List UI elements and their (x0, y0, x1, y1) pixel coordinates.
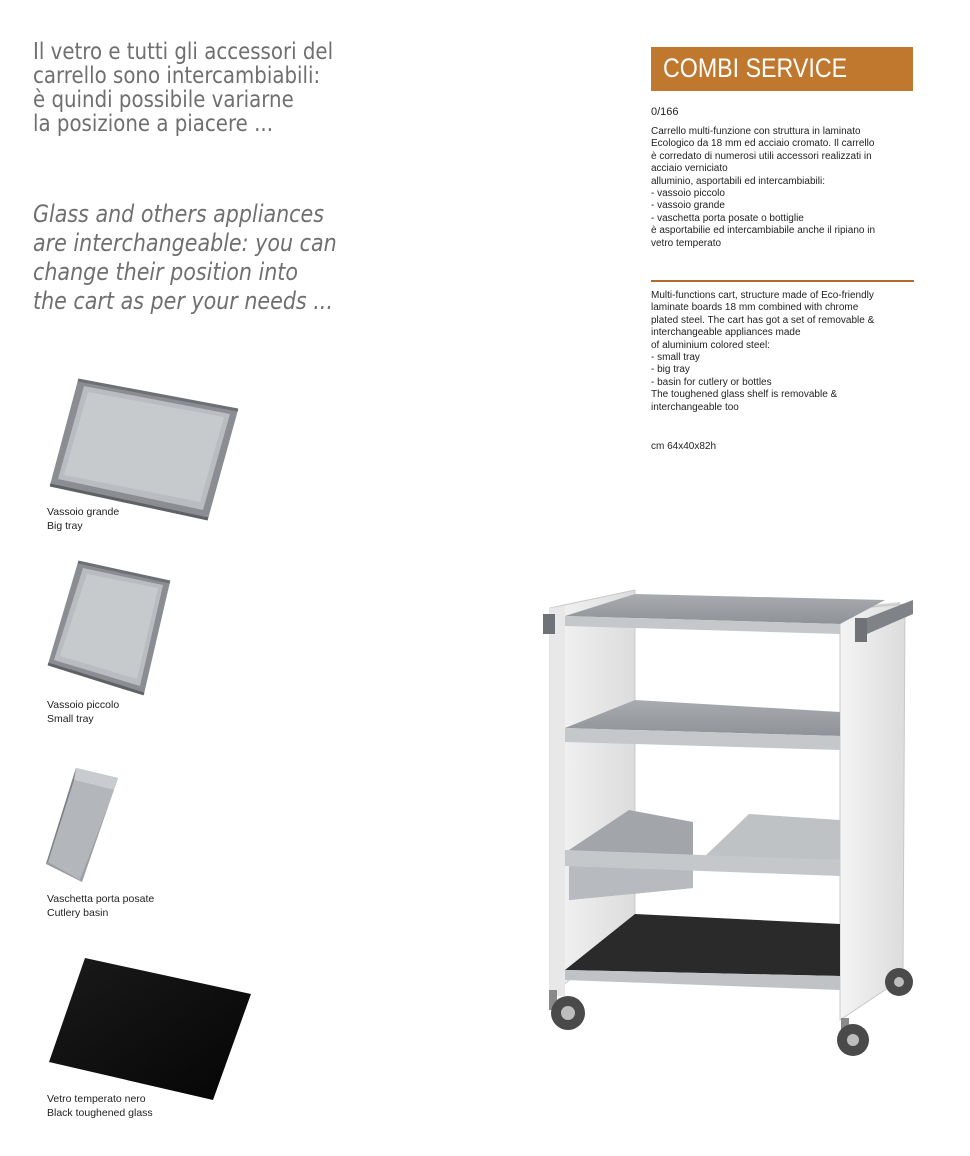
headline-line: è quindi possibile variarne (33, 87, 294, 113)
section-divider (651, 280, 914, 282)
product-title-bar (651, 47, 913, 91)
description-line: Carrello multi-funzione con struttura in laminato (651, 126, 861, 137)
headline-line: Il vetro e tutti gli accessori del (33, 39, 334, 65)
description-italian (651, 126, 916, 250)
wheel-back-right (885, 968, 913, 996)
wheel-front-left (549, 990, 585, 1030)
headline-english (33, 200, 337, 316)
product-title: COMBI SERVICE (663, 53, 848, 83)
caption-black-glass (47, 1092, 153, 1120)
service-cart-image (535, 578, 920, 1063)
big-tray-image (40, 372, 250, 522)
description-english (651, 290, 916, 414)
headline-line: change their position into (33, 258, 299, 286)
description-line: - big tray (651, 364, 690, 376)
wheel-front-right (837, 1018, 869, 1056)
caption-english: Big tray (47, 520, 83, 532)
cutlery-basin-image (42, 764, 122, 884)
caption-italian: Vassoio grande (47, 506, 120, 518)
description-line: acciaio verniciato (651, 163, 728, 175)
caption-english: Cutlery basin (47, 907, 109, 919)
description-line: - vassoio piccolo (651, 188, 725, 200)
caption-english: Small tray (47, 713, 94, 725)
description-line: - vaschetta porta posate o bottiglie (651, 212, 804, 224)
caption-cutlery-basin (47, 892, 154, 920)
description-line: Ecologico da 18 mm ed acciaio cromato. Il carrello (651, 138, 875, 150)
black-glass-image (45, 954, 255, 1104)
caption-italian: Vassoio piccolo (47, 699, 120, 711)
description-line: è corredato di numerosi utili accessori realizzati in (651, 150, 872, 162)
caption-english: Black toughened glass (47, 1107, 153, 1119)
description-line: - basin for cutlery or bottles (651, 376, 772, 388)
caption-small-tray (47, 698, 119, 726)
description-line: plated steel. The cart has got a set of removable & (651, 314, 875, 326)
headline-line: the cart as per your needs ... (33, 287, 333, 315)
description-line: laminate boards 18 mm combined with chrome (651, 302, 859, 314)
product-code: 0/166 (651, 106, 679, 118)
description-line: - vassoio grande (651, 200, 725, 212)
description-line: interchangeable too (651, 401, 739, 413)
product-dimensions: cm 64x40x82h (651, 441, 717, 452)
headline-line: Glass and others appliances (33, 200, 324, 228)
description-line: vetro temperato (651, 237, 722, 249)
headline-italian (33, 39, 334, 137)
small-tray-image (44, 556, 174, 696)
description-line: of aluminium colored steel: (651, 339, 770, 351)
description-line: - small tray (651, 352, 700, 364)
description-line: alluminio, asportabili ed intercambiabili: (651, 175, 825, 187)
description-line: interchangeable appliances made (651, 327, 801, 339)
headline-line: are interchangeable: you can (33, 229, 337, 257)
description-line: The toughened glass shelf is removable & (651, 389, 838, 401)
caption-big-tray (47, 505, 119, 533)
description-line: è asportabilie ed intercambiabile anche il ripiano in (651, 225, 876, 237)
headline-line: carrello sono intercambiabili: (33, 63, 321, 89)
caption-italian: Vaschetta porta posate (47, 893, 155, 905)
description-line: Multi-functions cart, structure made of Eco-friendly (651, 290, 874, 301)
headline-line: la posizione a piacere ... (33, 111, 273, 137)
caption-italian: Vetro temperato nero (47, 1093, 146, 1105)
